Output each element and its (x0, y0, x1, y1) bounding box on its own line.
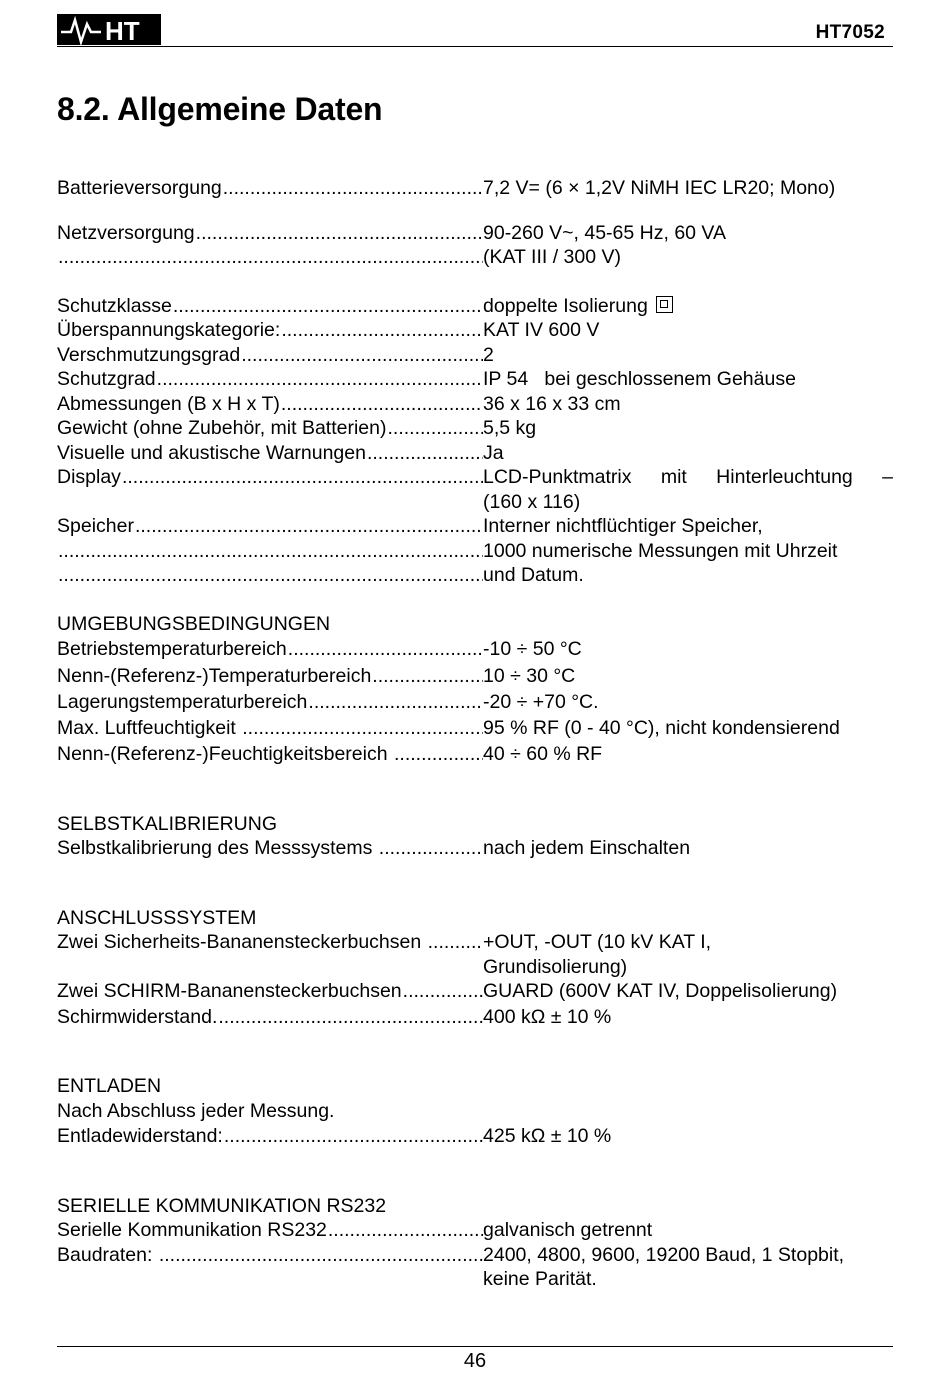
spec-value: 1000 numerische Messungen mit Uhrzeit (483, 539, 838, 562)
spec-label (57, 539, 483, 564)
spec-label (57, 245, 483, 270)
model-number: HT7052 (815, 22, 885, 43)
spec-label: Nenn-(Referenz-)Feuchtigkeitsbereich ..... (57, 742, 483, 767)
spec-row (57, 539, 893, 564)
spec-value: -20 ÷ +70 °C. (483, 691, 599, 713)
spec-value: +OUT, -OUT (10 kV KAT I, (483, 931, 712, 953)
spec-label (57, 955, 483, 980)
spec-row (57, 294, 893, 319)
double-insulation-icon (656, 296, 673, 313)
spec-label: Visuelle und akustische Warnungen ..... (57, 441, 483, 466)
spec-value: galvanisch getrennt (483, 1219, 653, 1241)
spec-row (57, 955, 893, 980)
spec-label: Zwei SCHIRM-Bananensteckerbuchsen ..... (57, 979, 483, 1004)
brand-text: HT (105, 16, 140, 46)
spec-value: -10 ÷ 50 °C (483, 638, 582, 660)
spec-value: Ja (483, 441, 504, 464)
spec-content (57, 176, 893, 1292)
spec-value (483, 294, 893, 319)
section-heading-environment: UMGEBUNGSBEDINGUNGEN (57, 612, 331, 635)
spec-label: Nenn-(Referenz-)Temperaturbereich ..... (57, 664, 483, 689)
section-heading-calibration: SELBSTKALIBRIERUNG (57, 812, 277, 835)
spec-row (57, 1267, 893, 1292)
spec-value: 2400, 4800, 9600, 19200 Baud, 1 Stopbit, (483, 1243, 845, 1266)
spec-row (57, 367, 893, 392)
spec-label: Max. Luftfeuchtigkeit ..... (57, 716, 483, 741)
spec-row (57, 742, 893, 767)
section-heading-connection: ANSCHLUSSSYSTEM (57, 906, 257, 929)
spec-value: 425 kΩ ± 10 % (483, 1125, 612, 1147)
spec-label: Batterieversorgung ..... (57, 176, 483, 201)
spec-row (57, 1005, 893, 1030)
spec-label (57, 1267, 483, 1292)
spec-label: Selbstkalibrierung des Messsystems ..... (57, 836, 483, 861)
discharge-note: Nach Abschluss jeder Messung. (57, 1099, 335, 1122)
spec-label: Abmessungen (B x H x T) ..... (57, 392, 483, 417)
spec-value: IP 54 bei geschlossenem Gehäuse (483, 368, 796, 390)
spec-row (57, 343, 893, 368)
spec-value: (KAT III / 300 V) (483, 246, 621, 268)
spec-row (57, 637, 893, 662)
spec-row (57, 690, 893, 715)
section-heading-discharge: ENTLADEN (57, 1075, 162, 1097)
spec-row (57, 318, 893, 343)
spec-label: Baudraten: ..... (57, 1243, 483, 1268)
spec-value: (160 x 116) (483, 490, 581, 513)
spec-row (57, 465, 893, 490)
spec-value-text: doppelte Isolierung (483, 294, 648, 317)
spec-label: Zwei Sicherheits-Bananensteckerbuchsen ..... (57, 930, 483, 955)
spec-row (57, 416, 893, 441)
spec-value: GUARD (600V KAT IV, Doppelisolierung) (483, 980, 838, 1002)
spec-row (57, 245, 893, 270)
spec-row (57, 716, 893, 741)
spec-value: 400 kΩ ± 10 % (483, 1005, 612, 1028)
page-header (57, 8, 893, 47)
spec-value: 36 x 16 x 33 cm (483, 392, 621, 415)
spec-row (57, 664, 893, 689)
spec-row (57, 221, 893, 246)
spec-row (57, 392, 893, 417)
spec-label: Schirmwiderstand. ..... (57, 1005, 483, 1030)
spec-row (57, 1124, 893, 1149)
spec-value: KAT IV 600 V (483, 319, 600, 341)
spec-row (57, 563, 893, 588)
spec-label: Entladewiderstand: ..... (57, 1124, 483, 1149)
spec-row (57, 441, 893, 466)
spec-row (57, 514, 893, 539)
spec-row (57, 1218, 893, 1243)
spec-label: Serielle Kommunikation RS232 ..... (57, 1218, 483, 1243)
footer-divider (57, 1346, 893, 1347)
spec-value: 95 % RF (0 - 40 °C), nicht kondensierend (483, 716, 840, 739)
spec-value: 7,2 V= (6 × 1,2V NiMH IEC LR20; Mono) (483, 177, 836, 199)
spec-label: Speicher ..... (57, 514, 483, 539)
spec-value: 90-260 V~, 45-65 Hz, 60 VA (483, 221, 726, 244)
spec-value: Grundisolierung) (483, 955, 628, 978)
spec-value: 2 (483, 343, 494, 366)
spec-row (57, 979, 893, 1004)
spec-row (57, 1243, 893, 1268)
spec-value: Interner nichtflüchtiger Speicher, (483, 515, 763, 537)
spec-value: keine Parität. (483, 1268, 597, 1290)
ht-logo (57, 12, 163, 46)
spec-value: und Datum. (483, 564, 584, 586)
spec-row (57, 490, 893, 515)
spec-row (57, 176, 893, 201)
spec-label: Überspannungskategorie: ..... (57, 318, 483, 343)
spec-value: 5,5 kg (483, 417, 537, 439)
spec-label: Display ..... (57, 465, 483, 490)
spec-row (57, 930, 893, 955)
spec-label: Netzversorgung ..... (57, 221, 483, 246)
page-number: 46 (463, 1350, 487, 1372)
spec-value: 40 ÷ 60 % RF (483, 743, 603, 765)
spec-label (57, 490, 483, 515)
spec-row (57, 836, 893, 861)
spec-label (57, 563, 483, 588)
page-title: 8.2. Allgemeine Daten (57, 91, 383, 127)
spec-value: 10 ÷ 30 °C (483, 664, 576, 687)
spec-label: Gewicht (ohne Zubehör, mit Batterien) ..... (57, 416, 483, 441)
section-heading-serial: SERIELLE KOMMUNIKATION RS232 (57, 1194, 387, 1217)
spec-label: Schutzgrad ..... (57, 367, 483, 392)
spec-value: LCD-Punktmatrix mit Hinterleuchtung – (483, 466, 893, 488)
spec-label: Lagerungstemperaturbereich ..... (57, 690, 483, 715)
spec-label: Verschmutzungsgrad ..... (57, 343, 483, 368)
spec-label: Schutzklasse ..... (57, 294, 483, 319)
spec-label: Betriebstemperaturbereich ..... (57, 637, 483, 662)
spec-value: nach jedem Einschalten (483, 837, 691, 859)
